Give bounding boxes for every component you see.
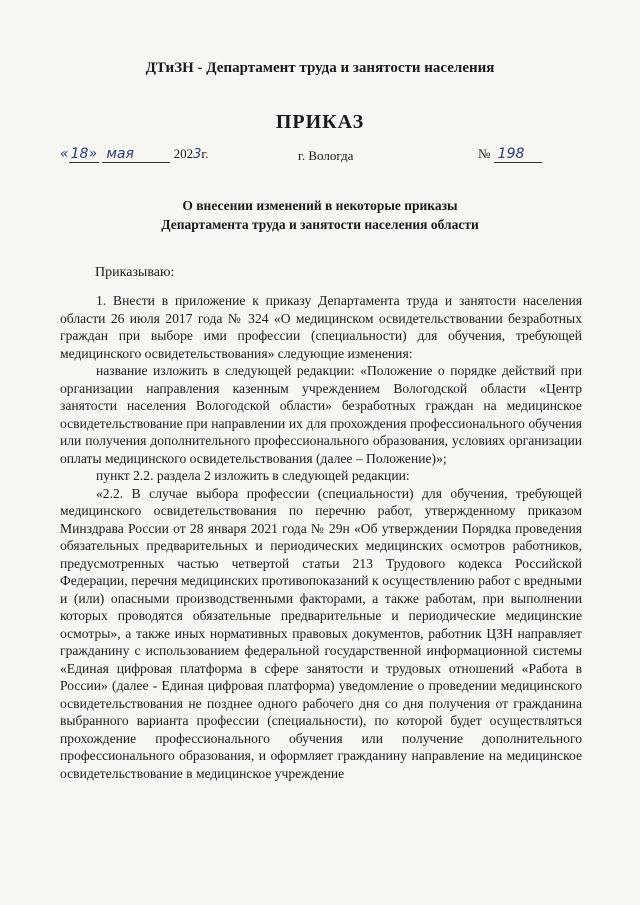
order-number xyxy=(478,146,542,163)
number-handwritten: 198 xyxy=(494,146,542,163)
date-year-suffix: г. xyxy=(201,146,209,161)
order-meta-line xyxy=(60,146,580,172)
date-day-handwritten: 18» xyxy=(70,146,98,162)
date-year-prefix: 202 xyxy=(173,146,194,161)
organization-header: ДТиЗН - Департамент труда и занятости населения xyxy=(145,60,495,76)
date-year-handwritten: 3 xyxy=(193,147,202,162)
date-month-handwritten: мая xyxy=(102,146,170,163)
order-subject xyxy=(0,196,640,234)
order-city: г. Вологда xyxy=(298,148,354,163)
subject-line-2: Департамента труда и занятости населения области xyxy=(161,217,479,232)
document-title: ПРИКАЗ xyxy=(275,111,365,133)
order-directive: Приказываю: xyxy=(95,265,175,280)
order-date xyxy=(60,146,209,163)
body-paragraph-4: «2.2. В случае выбора профессии (специальности) для обучения, требующей медицинского освидетельствования по перечню работ, утвержденному приказом Минздрава России от 28 января 2021 года № 29н «Об утверждении Порядка проведения обязательных предварительных и периодических медицинских осмотров работников, предусмотренных частью четвертой статьи 213 Трудового кодекса Российской Федерации, перечня медицинских противопоказаний к осуществлению работ с вредными и (или) опасными производственными факторами, а также работам, при выполнении которых проводятся обязательные предварительные и периодические медицинские осмотры», а также иных нормативных правовых документов, работник ЦЗН направляет гражданину с использованием федеральной государственной информационной системы «Единая цифровая платформа в сфере занятости и трудовых отношений «Работа в России» (далее - Единая цифровая платформа) уведомление о проведении медицинского освидетельствования не позднее одного рабочего дня со дня получения от гражданина выбранного варианта профессии (специальности), по которой будет осуществляться прохождение профессионального обучения или получение дополнительного профессионального образования, и оформляет гражданину направление на медицинское освидетельствование в медицинское учреждение xyxy=(60,485,582,781)
order-body xyxy=(60,292,582,782)
subject-line-1: О внесении изменений в некоторые приказы xyxy=(182,198,458,213)
body-paragraph-1: 1. Внести в приложение к приказу Департамента труда и занятости населения области 26 июля 2017 года № 324 «О медицинском освидетельствовании безработных граждан при выборе ими профессии (специальности) для обучения, требующей медицинского освидетельствования» следующие изменения: xyxy=(60,293,582,361)
body-paragraph-3: пункт 2.2. раздела 2 изложить в следующей редакции: xyxy=(96,468,410,483)
number-label: № xyxy=(478,146,491,161)
date-quote-open: « xyxy=(60,146,69,162)
body-paragraph-2: название изложить в следующей редакции: «Положение о порядке действий при организации направления казенным учреждением Вологодской области «Центр занятости населения Вологодской области» безработных граждан на медицинское освидетельствование при направлении их для прохождения профессионального обучения или получения дополнительного профессионального образования, условиях организации оплаты медицинского освидетельствования (далее – Положение)»; xyxy=(60,363,582,466)
